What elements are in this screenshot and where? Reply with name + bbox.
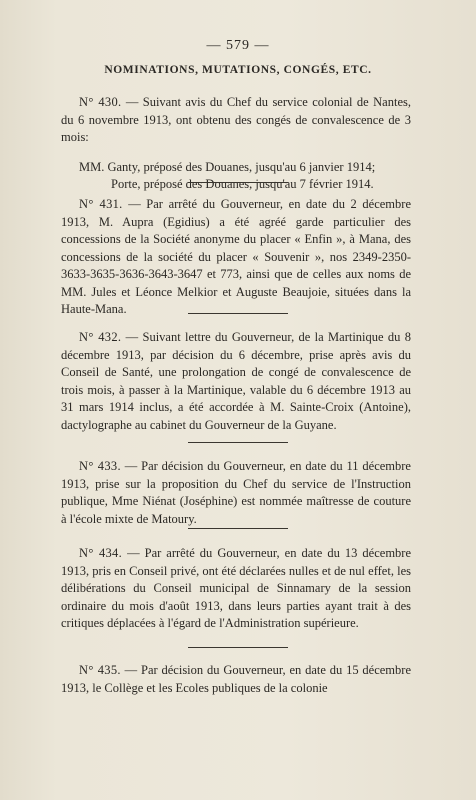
entry-paragraph <box>61 545 411 633</box>
entry-paragraph <box>61 94 411 147</box>
entry-number: N° 433. <box>79 459 121 473</box>
entry-text: — Par décision du Gouverneur, en date du 15 décembre 1913, le Collège et les Ecoles publiques de la colonie <box>61 663 411 695</box>
entry-number: N° 434. <box>79 546 123 560</box>
entry-433 <box>61 458 411 528</box>
name-line: Porte, préposé des Douanes, jusqu'au 7 février 1914. <box>111 177 374 191</box>
entry-number: N° 431. <box>79 197 123 211</box>
entry-number: N° 432. <box>79 330 122 344</box>
entry-text: — Par arrêté du Gouverneur, en date du 13 décembre 1913, pris en Conseil privé, ont été déclarées nulles et de nul effet, les délibérations du Conseil municipal de Sinnamary de la session ordinaire du mois d'août 1913, dans leurs parties ayant trait à des critiques déplacées à l'égard de l'Administration supérieure. <box>61 546 411 630</box>
section-title: NOMINATIONS, MUTATIONS, CONGÉS, ETC. <box>104 64 372 76</box>
separator-rule <box>188 647 288 648</box>
entry-435 <box>61 662 411 697</box>
separator-rule <box>188 528 288 529</box>
entry-text: — Suivant lettre du Gouverneur, de la Martinique du 8 décembre 1913, par décision du 6 décembre, prise après avis du Conseil de Santé, une prolongation de congé de convalescence de trois mois, à passer à la Martinique, valable du 6 décembre 1913 au 31 mars 1914 inclus, a été accordée à M. Sainte-Croix (Antoine), dactylographe au cabinet du Gouverneur de la Guyane. <box>61 330 411 432</box>
page-number: — 579 — <box>206 38 270 53</box>
entry-number: N° 430. <box>79 95 122 109</box>
separator-rule <box>188 313 288 314</box>
name-line: MM. Ganty, préposé des Douanes, jusqu'au 6 janvier 1914; <box>79 159 376 174</box>
entry-paragraph <box>61 458 411 528</box>
entry-text: — Par décision du Gouverneur, en date du 11 décembre 1913, prise sur la proposition du Chef du service de l'Instruction publique, Mme Niénat (Joséphine) est nommée maîtresse de couture à l'école mixte de Matoury. <box>61 459 411 526</box>
entry-432 <box>61 329 411 434</box>
entry-431 <box>61 196 411 319</box>
separator-rule <box>188 182 288 183</box>
entry-paragraph <box>61 196 411 319</box>
entry-number: N° 435. <box>79 663 121 677</box>
entry-text: — Par arrêté du Gouverneur, en date du 2 décembre 1913, M. Aupra (Egidius) a été agréé garde particulier des concessions de la Société anonyme du placer « Enfin », à Mana, des concessions de la société du placer « Souvenir », nos 2349-2350-3633-3635-3636-3643-3647 et 773, ainsi que de celles aux noms de MM. Jules et Léonce Melkior et Auguste Beaujoie, situées dans la Haute-Mana. <box>61 197 411 316</box>
entry-paragraph <box>61 662 411 697</box>
separator-rule <box>188 442 288 443</box>
entry-434 <box>61 545 411 633</box>
names-list <box>61 159 411 194</box>
entry-430 <box>61 94 411 194</box>
entry-text: — Suivant avis du Chef du service colonial de Nantes, du 6 novembre 1913, ont obtenu des congés de convalescence de 3 mois: <box>61 95 411 144</box>
entry-paragraph <box>61 329 411 434</box>
